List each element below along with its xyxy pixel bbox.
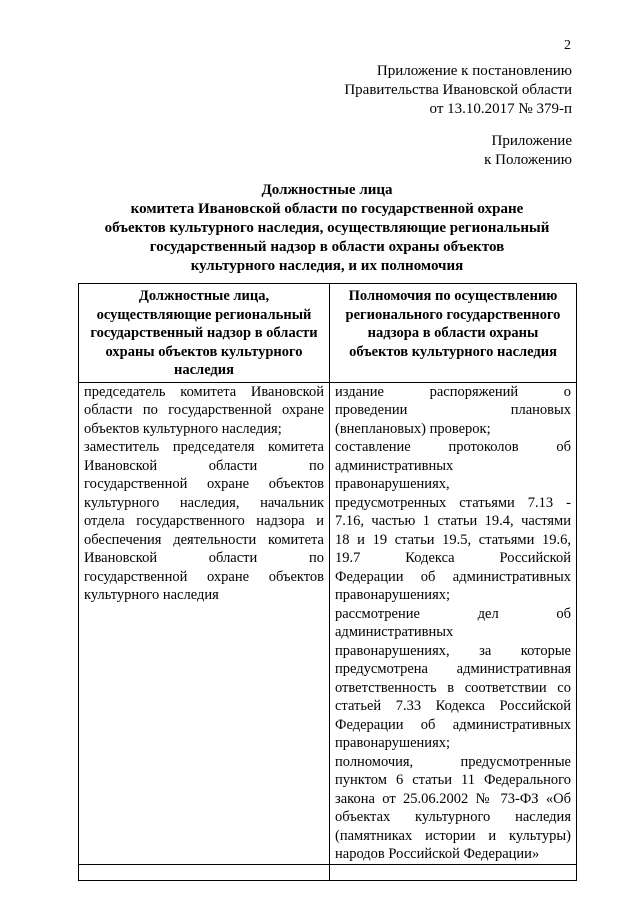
text-line: ответственность в соответствии со <box>335 679 571 696</box>
text-line: полномочия, предусмотренные <box>335 753 571 770</box>
text-line: правонарушениях, <box>335 476 450 492</box>
header-line: наследия <box>174 362 234 378</box>
appendix-line: Правительства Ивановской области <box>344 82 572 98</box>
appendix-header <box>344 62 572 119</box>
empty-cell <box>330 864 577 880</box>
text-line: государственной охране объектов <box>84 568 324 585</box>
header-cell-powers <box>330 284 577 383</box>
text-line: предусмотренных статьями 7.13 - <box>335 494 571 511</box>
text-line: председатель комитета Ивановской <box>84 383 324 400</box>
text-line: предусмотрена административная <box>335 661 571 677</box>
text-line: административных <box>335 457 454 474</box>
text-line: объектов культурного наследия; <box>84 420 282 437</box>
appendix-line: Приложение к постановлению <box>376 63 572 79</box>
text-line: административных <box>335 624 454 640</box>
powers-cell <box>330 382 577 864</box>
title-line: культурного наследия, и их полномочия <box>190 258 464 274</box>
table-header-row <box>79 284 577 383</box>
text-line: культурного наследия <box>84 587 219 603</box>
text-line: отдела государственного надзора и <box>84 513 324 529</box>
text-line: государственной охране объектов <box>84 476 324 492</box>
title-line: государственный надзор в области охраны объектов <box>149 239 505 255</box>
text-line: правонарушениях, за которые <box>335 642 571 659</box>
header-line: осуществляющие региональный <box>96 306 312 323</box>
table-bottom-row <box>79 864 577 880</box>
header-line: объектов культурного наследия <box>349 343 557 360</box>
header-line: государственный надзор в области <box>90 325 318 341</box>
text-line: области по государственной охране <box>84 402 324 418</box>
text-line: обеспечения деятельности комитета <box>84 531 324 548</box>
document-title <box>80 181 574 276</box>
title-line: объектов культурного наследия, осуществляющие региональный <box>104 220 550 236</box>
text-line: издание распоряжений о <box>335 383 571 400</box>
appendix-line: к Положению <box>484 152 572 168</box>
text-line: Федерации об административных <box>335 716 571 733</box>
text-line: закона от 25.06.2002 № 73-ФЗ «Об <box>335 790 571 807</box>
text-line: статьей 7.33 Кодекса Российской <box>335 698 571 714</box>
text-line: 19.7 Кодекса Российской <box>335 550 571 566</box>
header-cell-officials <box>79 284 330 383</box>
text-line: культурного наследия, начальник <box>84 494 324 511</box>
text-line: проведении плановых <box>335 402 571 418</box>
text-line: объектах культурного наследия <box>335 809 571 825</box>
appendix-line: Приложение <box>491 133 572 149</box>
officials-table <box>78 283 577 881</box>
text-line: правонарушениях; <box>335 587 451 603</box>
text-line: (памятниках истории и культуры) <box>335 827 571 844</box>
header-line: Полномочия по осуществлению <box>348 288 558 304</box>
text-line: заместитель председателя комитета <box>84 439 324 455</box>
page-number: 2 <box>564 38 571 53</box>
header-line: надзора в области охраны <box>367 325 539 341</box>
sub-appendix-header <box>484 132 572 170</box>
title-line: комитета Ивановской области по государственной охране <box>130 201 524 217</box>
text-line: Ивановской области по <box>84 550 324 566</box>
appendix-line: от 13.10.2017 № 379-п <box>429 101 572 117</box>
text-line: пунктом 6 статьи 11 Федерального <box>335 772 571 788</box>
header-line: охраны объектов культурного <box>105 343 303 360</box>
empty-cell <box>79 864 330 880</box>
text-line: рассмотрение дел об <box>335 605 571 622</box>
text-line: правонарушениях; <box>335 735 451 751</box>
officials-cell <box>79 382 330 864</box>
title-line: Должностные лица <box>261 182 393 198</box>
header-line: регионального государственного <box>345 306 561 323</box>
text-line: Ивановской области по <box>84 457 324 474</box>
table-row <box>79 382 577 864</box>
text-line: 18 и 19 статьи 19.5, статьями 19.6, <box>335 531 571 548</box>
text-line: Федерации об административных <box>335 568 571 585</box>
text-line: 7.16, частью 1 статьи 19.4, частями <box>335 513 571 529</box>
header-line: Должностные лица, <box>138 288 270 304</box>
text-line: (внеплановых) проверок; <box>335 420 491 437</box>
text-line: составление протоколов об <box>335 439 571 455</box>
text-line: народов Российской Федерации» <box>335 846 540 862</box>
